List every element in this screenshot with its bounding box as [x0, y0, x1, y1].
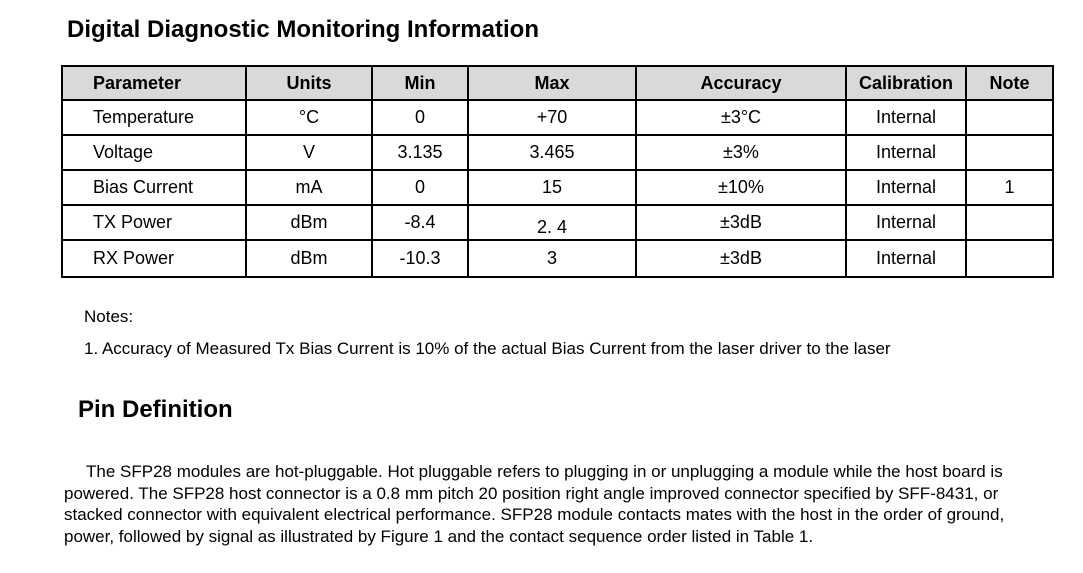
- cell-min: -10.3: [372, 240, 468, 277]
- cell-parameter: RX Power: [62, 240, 246, 277]
- note-item: 1. Accuracy of Measured Tx Bias Current is 10% of the actual Bias Current from the laser driver to the laser: [84, 339, 891, 358]
- cell-accuracy: ±3dB: [636, 240, 846, 277]
- header-accuracy: Accuracy: [636, 66, 846, 100]
- cell-parameter: Temperature: [62, 100, 246, 135]
- header-units: Units: [246, 66, 372, 100]
- cell-max: 3: [468, 240, 636, 277]
- cell-units: °C: [246, 100, 372, 135]
- table-row-bias-current: [62, 170, 1053, 205]
- cell-note: [966, 240, 1053, 277]
- table-header-row: [62, 66, 1053, 100]
- header-min: Min: [372, 66, 468, 100]
- ddm-section-title: Digital Diagnostic Monitoring Information: [67, 16, 539, 43]
- header-calibration: Calibration: [846, 66, 966, 100]
- cell-calibration: Internal: [846, 205, 966, 240]
- cell-min: -8.4: [372, 205, 468, 240]
- cell-calibration: Internal: [846, 240, 966, 277]
- cell-min: 0: [372, 100, 468, 135]
- pin-definition-title: Pin Definition: [78, 396, 233, 423]
- cell-min: 0: [372, 170, 468, 205]
- cell-units: V: [246, 135, 372, 170]
- cell-accuracy: ±3dB: [636, 205, 846, 240]
- notes-heading: Notes:: [84, 307, 134, 326]
- table-row-voltage: [62, 135, 1053, 170]
- pin-definition-paragraph: The SFP28 modules are hot-pluggable. Hot pluggable refers to plugging in or unplugging a module while the host board is powered. The SFP28 host connector is a 0.8 mm pitch 20 position right angle improved connector specified by SFF-8431, or stacked connector with equivalent electrical performance. SFP28 module contacts mates with the host in the order of ground, power, followed by signal as illustrated by Figure 1 and the contact sequence order listed in Table 1.: [64, 462, 1005, 546]
- header-max: Max: [468, 66, 636, 100]
- cell-calibration: Internal: [846, 170, 966, 205]
- cell-note: [966, 100, 1053, 135]
- cell-units: dBm: [246, 205, 372, 240]
- cell-max: +70: [468, 100, 636, 135]
- cell-calibration: Internal: [846, 100, 966, 135]
- header-parameter: Parameter: [62, 66, 246, 100]
- cell-parameter: Bias Current: [62, 170, 246, 205]
- cell-max: 15: [468, 170, 636, 205]
- cell-max-value: 2. 4: [536, 217, 568, 237]
- cell-accuracy: ±10%: [636, 170, 846, 205]
- table-row-temperature: [62, 100, 1053, 135]
- cell-note: 1: [966, 170, 1053, 205]
- table-row-rx-power: [62, 240, 1053, 277]
- ddm-table: [61, 65, 1054, 278]
- cell-accuracy: ±3%: [636, 135, 846, 170]
- cell-note: [966, 135, 1053, 170]
- cell-calibration: Internal: [846, 135, 966, 170]
- cell-note: [966, 205, 1053, 240]
- cell-units: mA: [246, 170, 372, 205]
- cell-parameter: Voltage: [62, 135, 246, 170]
- header-note: Note: [966, 66, 1053, 100]
- table-row-tx-power: [62, 205, 1053, 240]
- cell-parameter: TX Power: [62, 205, 246, 240]
- cell-units: dBm: [246, 240, 372, 277]
- cell-max: 3.465: [468, 135, 636, 170]
- cell-accuracy: ±3°C: [636, 100, 846, 135]
- cell-min: 3.135: [372, 135, 468, 170]
- cell-max: [468, 205, 636, 240]
